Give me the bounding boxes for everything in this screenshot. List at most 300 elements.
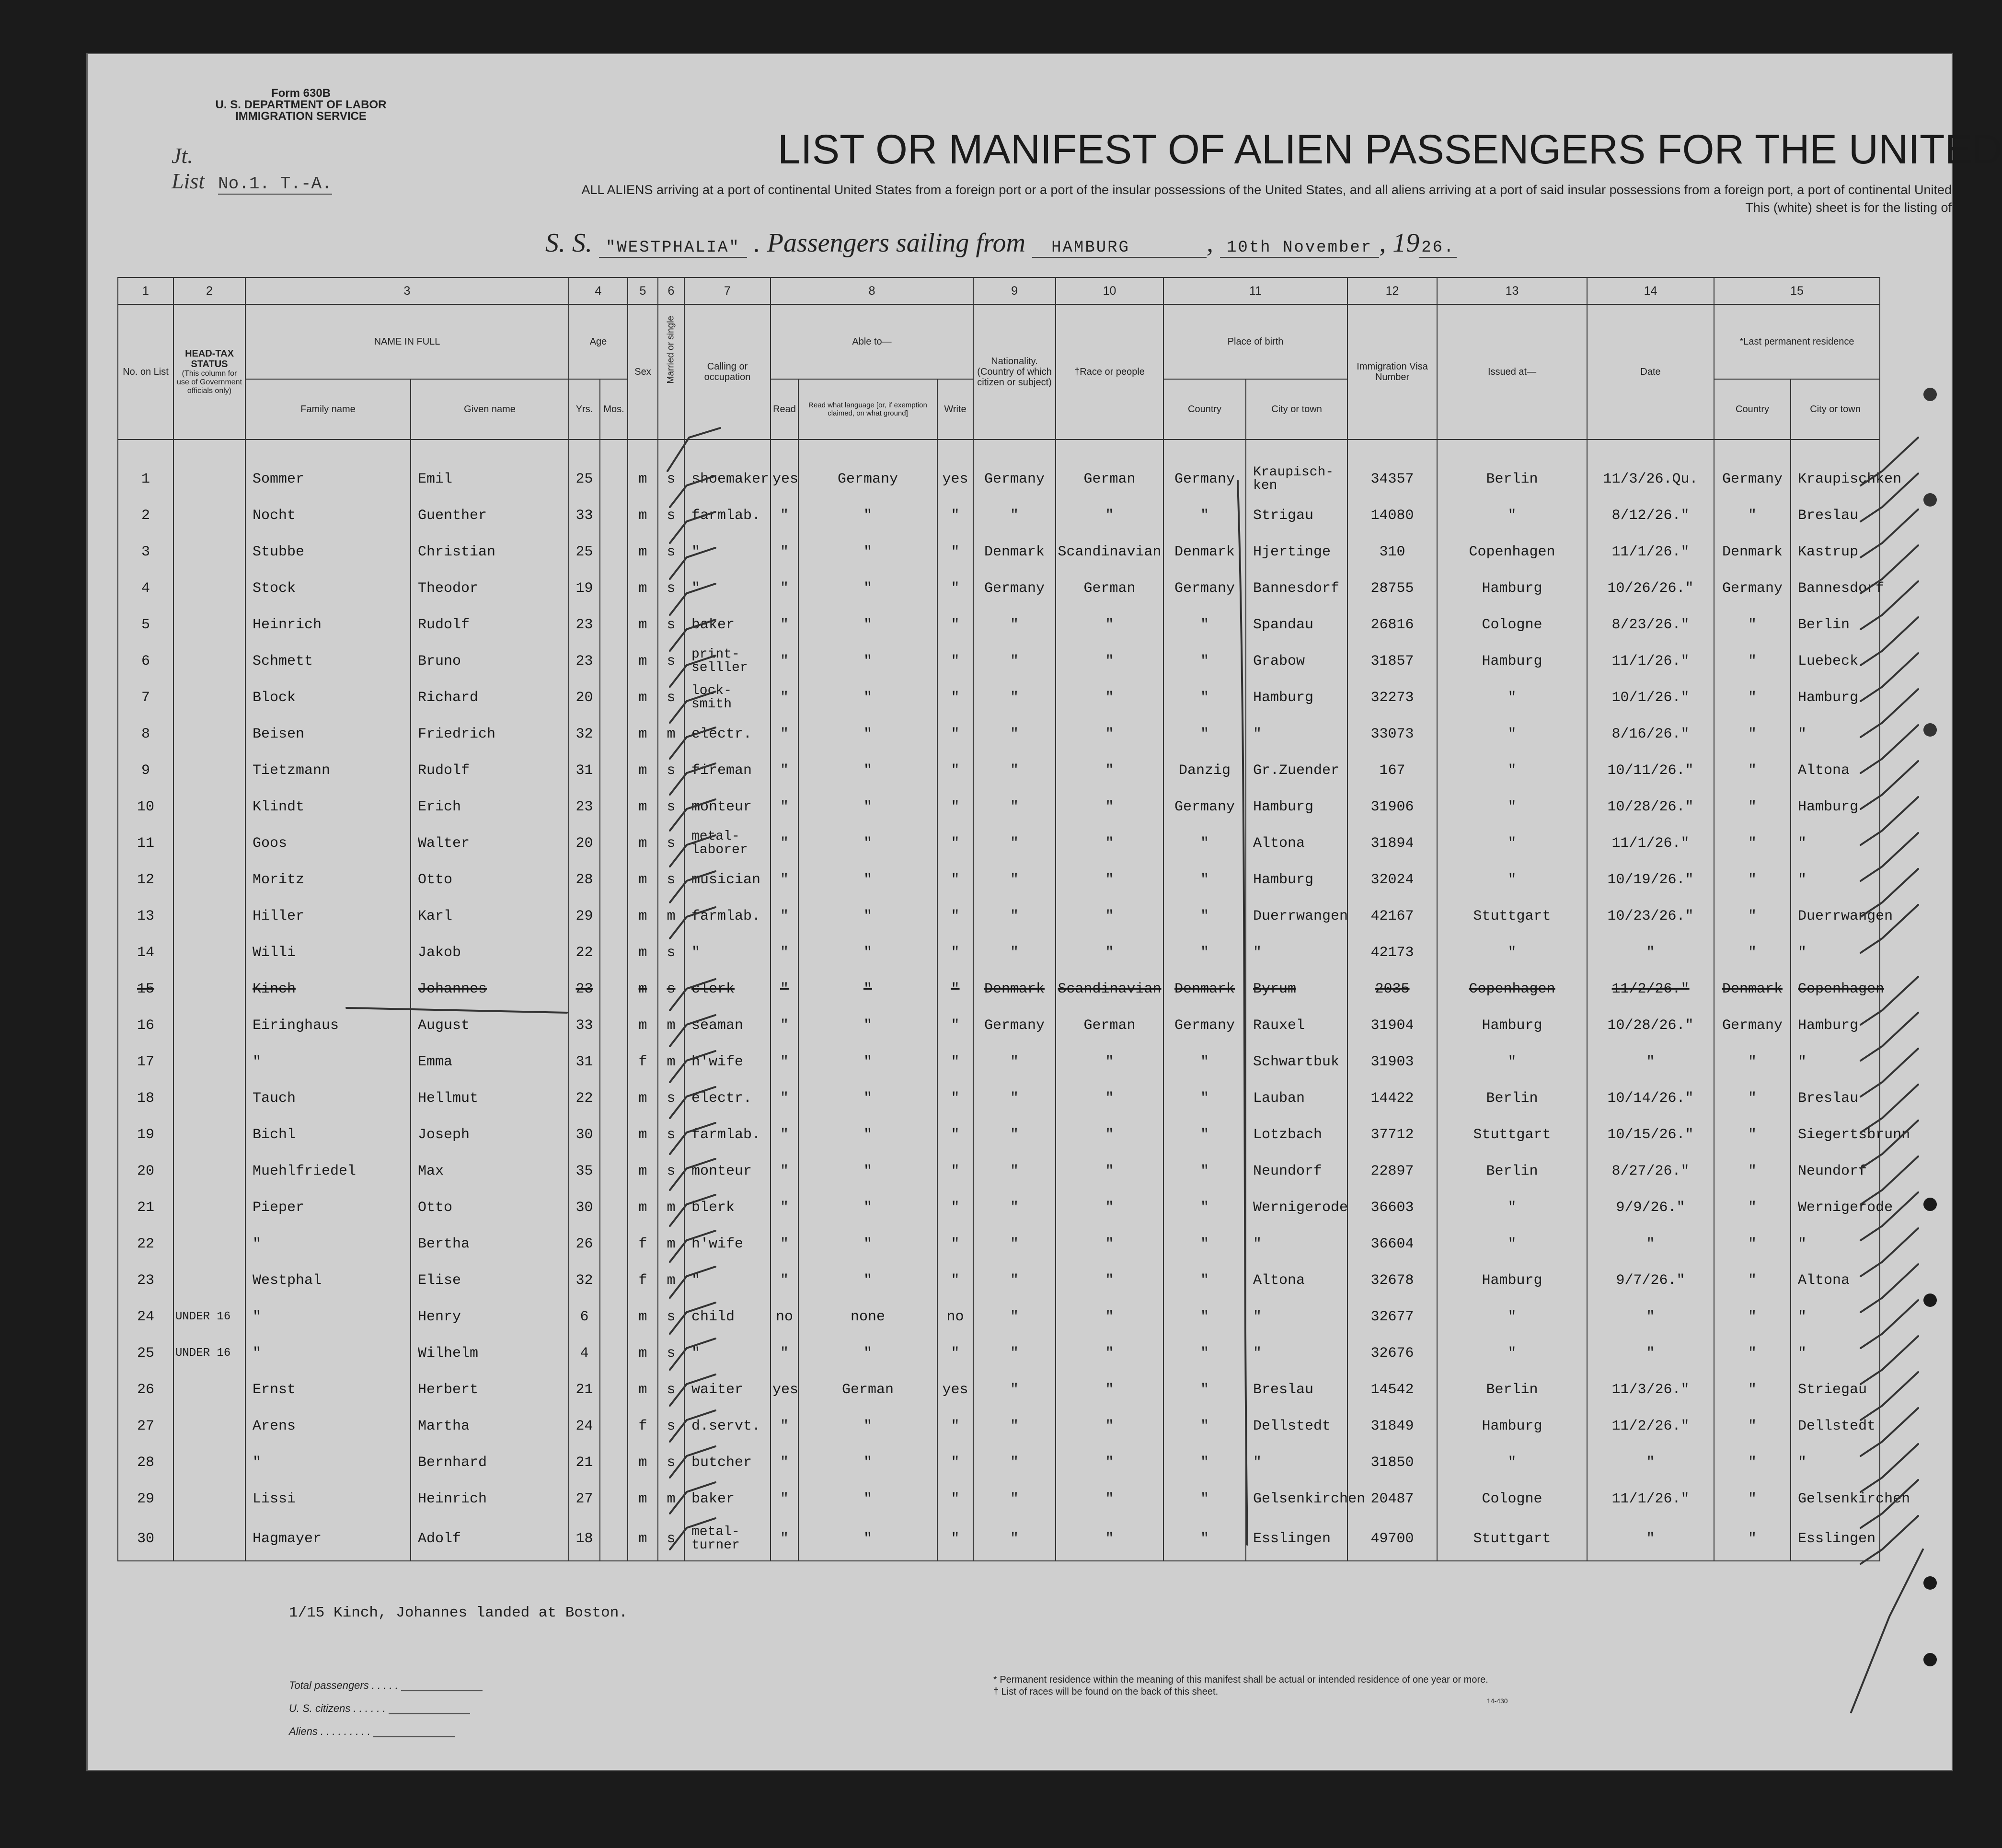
table-row bbox=[118, 497, 1880, 534]
sex: m bbox=[628, 1153, 658, 1190]
issue-date: 11/2/26." bbox=[1587, 971, 1714, 1007]
residence-city: " bbox=[1791, 1335, 1880, 1372]
column-number: 14 bbox=[1587, 277, 1714, 304]
age-years: 20 bbox=[569, 825, 600, 862]
birth-country: " bbox=[1163, 1335, 1246, 1372]
visa-number: 37712 bbox=[1347, 1117, 1437, 1153]
nationality: " bbox=[973, 935, 1056, 971]
birth-country: " bbox=[1163, 1044, 1246, 1080]
sex: f bbox=[628, 1408, 658, 1444]
residence-country: " bbox=[1714, 752, 1791, 789]
issued-at: Stuttgart bbox=[1437, 1517, 1587, 1561]
table-row bbox=[118, 607, 1880, 643]
visa-number: 36603 bbox=[1347, 1190, 1437, 1226]
head-tax-status bbox=[173, 862, 245, 898]
race: " bbox=[1056, 1299, 1163, 1335]
read-language: " bbox=[798, 1408, 937, 1444]
residence-country: " bbox=[1714, 1080, 1791, 1117]
header-head-tax bbox=[173, 304, 245, 439]
occupation: waiter bbox=[684, 1372, 771, 1408]
row-number: 7 bbox=[118, 680, 173, 716]
ss-label: S. S. bbox=[545, 228, 592, 258]
family-name: Westphal bbox=[245, 1262, 411, 1299]
marital-status: s bbox=[658, 1299, 684, 1335]
marital-status: s bbox=[658, 789, 684, 825]
residence-city: Kastrup bbox=[1791, 534, 1880, 570]
residence-country: " bbox=[1714, 825, 1791, 862]
marital-status: m bbox=[658, 716, 684, 752]
can-write: " bbox=[937, 607, 973, 643]
race: " bbox=[1056, 1262, 1163, 1299]
residence-city: Breslau bbox=[1791, 1080, 1880, 1117]
can-write: " bbox=[937, 898, 973, 935]
race: " bbox=[1056, 607, 1163, 643]
read-language: " bbox=[798, 935, 937, 971]
nationality: Germany bbox=[973, 570, 1056, 607]
header-residence-city: City or town bbox=[1791, 379, 1880, 439]
residence-city: Siegertsbrunn bbox=[1791, 1117, 1880, 1153]
age-months bbox=[600, 643, 628, 680]
occupation: electr. bbox=[684, 716, 771, 752]
marital-status: s bbox=[658, 825, 684, 862]
read-language: " bbox=[798, 971, 937, 1007]
marital-status: s bbox=[658, 1117, 684, 1153]
given-name: Otto bbox=[411, 862, 569, 898]
issue-date: 10/11/26." bbox=[1587, 752, 1714, 789]
can-write: " bbox=[937, 680, 973, 716]
visa-number: 42173 bbox=[1347, 935, 1437, 971]
age-years: 31 bbox=[569, 1044, 600, 1080]
list-label: List bbox=[172, 169, 205, 193]
issued-at: Hamburg bbox=[1437, 1007, 1587, 1044]
nationality: Denmark bbox=[973, 534, 1056, 570]
nationality: " bbox=[973, 1117, 1056, 1153]
age-years: 23 bbox=[569, 607, 600, 643]
read-language: " bbox=[798, 1444, 937, 1481]
age-months bbox=[600, 1044, 628, 1080]
marital-status: s bbox=[658, 752, 684, 789]
residence-city: Gelsenkirchen bbox=[1791, 1481, 1880, 1517]
given-name: Guenther bbox=[411, 497, 569, 534]
age-years: 33 bbox=[569, 497, 600, 534]
column-number-row bbox=[118, 277, 1880, 304]
header-able-to: Able to— bbox=[771, 304, 973, 379]
issued-at: Cologne bbox=[1437, 607, 1587, 643]
birth-city: " bbox=[1246, 1335, 1347, 1372]
read-language: " bbox=[798, 1517, 937, 1561]
occupation: " bbox=[684, 534, 771, 570]
head-tax-note: (This column for use of Government officials only) bbox=[176, 370, 242, 395]
age-years: 23 bbox=[569, 971, 600, 1007]
sex: m bbox=[628, 570, 658, 607]
head-tax-status bbox=[173, 752, 245, 789]
head-tax-status bbox=[173, 534, 245, 570]
row-number: 1 bbox=[118, 461, 173, 497]
service-name: IMMIGRATION SERVICE bbox=[235, 110, 367, 123]
nationality: " bbox=[973, 1153, 1056, 1190]
given-name: Walter bbox=[411, 825, 569, 862]
occupation: " bbox=[684, 935, 771, 971]
read-language: German bbox=[798, 1372, 937, 1408]
race: " bbox=[1056, 716, 1163, 752]
sex: m bbox=[628, 971, 658, 1007]
race: " bbox=[1056, 789, 1163, 825]
marital-status: s bbox=[658, 1080, 684, 1117]
race: " bbox=[1056, 497, 1163, 534]
birth-country: " bbox=[1163, 643, 1246, 680]
birth-country: Germany bbox=[1163, 1007, 1246, 1044]
can-read: " bbox=[771, 1226, 798, 1262]
residence-country: Germany bbox=[1714, 461, 1791, 497]
table-row bbox=[118, 1153, 1880, 1190]
issue-date: 10/28/26." bbox=[1587, 1007, 1714, 1044]
column-number: 6 bbox=[658, 277, 684, 304]
nationality: " bbox=[973, 1226, 1056, 1262]
given-name: Friedrich bbox=[411, 716, 569, 752]
column-number: 11 bbox=[1163, 277, 1347, 304]
birth-city: Grabow bbox=[1246, 643, 1347, 680]
residence-country: " bbox=[1714, 1226, 1791, 1262]
department-name: U. S. DEPARTMENT OF LABOR bbox=[215, 98, 387, 111]
birth-city: Altona bbox=[1246, 1262, 1347, 1299]
residence-country: " bbox=[1714, 1372, 1791, 1408]
marital-status: s bbox=[658, 1153, 684, 1190]
issued-at: " bbox=[1437, 497, 1587, 534]
family-name: Stubbe bbox=[245, 534, 411, 570]
age-years: 27 bbox=[569, 1481, 600, 1517]
sex: m bbox=[628, 716, 658, 752]
manifest-table bbox=[117, 277, 1910, 1561]
birth-city: Wernigerode bbox=[1246, 1190, 1347, 1226]
residence-country: " bbox=[1714, 862, 1791, 898]
visa-number: 26816 bbox=[1347, 607, 1437, 643]
header-last-residence: *Last permanent residence bbox=[1714, 304, 1880, 379]
married-label: Married or single bbox=[666, 316, 676, 384]
residence-country: " bbox=[1714, 497, 1791, 534]
subtitle-line-2: This (white) sheet is for the listing of bbox=[1745, 200, 1952, 215]
marital-status: s bbox=[658, 680, 684, 716]
issued-at: " bbox=[1437, 752, 1587, 789]
head-tax-status bbox=[173, 1262, 245, 1299]
age-years: 26 bbox=[569, 1226, 600, 1262]
occupation: metal-turner bbox=[684, 1517, 771, 1561]
can-read: " bbox=[771, 570, 798, 607]
race: German bbox=[1056, 461, 1163, 497]
birth-country: " bbox=[1163, 898, 1246, 935]
can-read: " bbox=[771, 607, 798, 643]
read-language: " bbox=[798, 1044, 937, 1080]
age-years: 21 bbox=[569, 1444, 600, 1481]
residence-city: " bbox=[1791, 1226, 1880, 1262]
head-tax-status bbox=[173, 1372, 245, 1408]
family-name: Muehlfriedel bbox=[245, 1153, 411, 1190]
residence-country: " bbox=[1714, 716, 1791, 752]
can-write: " bbox=[937, 1190, 973, 1226]
sex: m bbox=[628, 1481, 658, 1517]
residence-city: Duerrwangen bbox=[1791, 898, 1880, 935]
table-row bbox=[118, 971, 1880, 1007]
marital-status: s bbox=[658, 971, 684, 1007]
read-language: " bbox=[798, 898, 937, 935]
header-given-name: Given name bbox=[411, 379, 569, 439]
family-name: Hiller bbox=[245, 898, 411, 935]
birth-city: Breslau bbox=[1246, 1372, 1347, 1408]
visa-number: 32273 bbox=[1347, 680, 1437, 716]
marital-status: s bbox=[658, 1408, 684, 1444]
occupation: " bbox=[684, 1262, 771, 1299]
given-name: Christian bbox=[411, 534, 569, 570]
marital-status: s bbox=[658, 862, 684, 898]
age-months bbox=[600, 570, 628, 607]
visa-number: 31903 bbox=[1347, 1044, 1437, 1080]
given-name: Hellmut bbox=[411, 1080, 569, 1117]
race: Scandinavian bbox=[1056, 534, 1163, 570]
head-tax-status bbox=[173, 1517, 245, 1561]
residence-city: Altona bbox=[1791, 752, 1880, 789]
birth-city: Lotzbach bbox=[1246, 1117, 1347, 1153]
race: " bbox=[1056, 1481, 1163, 1517]
read-language: " bbox=[798, 497, 937, 534]
age-years: 29 bbox=[569, 898, 600, 935]
age-months bbox=[600, 1190, 628, 1226]
residence-country: Germany bbox=[1714, 1007, 1791, 1044]
head-tax-status bbox=[173, 789, 245, 825]
races-note: † List of races will be found on the back of this sheet. bbox=[993, 1686, 1219, 1697]
sex: f bbox=[628, 1262, 658, 1299]
given-name: Emil bbox=[411, 461, 569, 497]
birth-country: " bbox=[1163, 680, 1246, 716]
age-months bbox=[600, 825, 628, 862]
family-name: Tietzmann bbox=[245, 752, 411, 789]
residence-country: " bbox=[1714, 607, 1791, 643]
nationality: " bbox=[973, 643, 1056, 680]
page-title: LIST OR MANIFEST OF ALIEN PASSENGERS FOR THE UNITED bbox=[778, 127, 2002, 173]
family-name: Stock bbox=[245, 570, 411, 607]
table-row bbox=[118, 643, 1880, 680]
age-months bbox=[600, 1226, 628, 1262]
birth-city: Schwartbuk bbox=[1246, 1044, 1347, 1080]
age-years: 31 bbox=[569, 752, 600, 789]
read-language: " bbox=[798, 789, 937, 825]
age-months bbox=[600, 1517, 628, 1561]
residence-city: Altona bbox=[1791, 1262, 1880, 1299]
issue-date: " bbox=[1587, 1444, 1714, 1481]
issue-date: 10/19/26." bbox=[1587, 862, 1714, 898]
birth-country: Denmark bbox=[1163, 971, 1246, 1007]
race: " bbox=[1056, 1408, 1163, 1444]
head-tax-status bbox=[173, 935, 245, 971]
visa-number: 22897 bbox=[1347, 1153, 1437, 1190]
row-number: 26 bbox=[118, 1372, 173, 1408]
binding-hole bbox=[1923, 493, 1937, 507]
issue-date: 8/12/26." bbox=[1587, 497, 1714, 534]
birth-city: Gr.Zuender bbox=[1246, 752, 1347, 789]
nationality: " bbox=[973, 680, 1056, 716]
race: " bbox=[1056, 1080, 1163, 1117]
row-number: 3 bbox=[118, 534, 173, 570]
occupation: " bbox=[684, 1335, 771, 1372]
read-language: " bbox=[798, 570, 937, 607]
residence-city: Striegau bbox=[1791, 1372, 1880, 1408]
family-name: " bbox=[245, 1335, 411, 1372]
header-residence-country: Country bbox=[1714, 379, 1791, 439]
birth-city: Bannesdorf bbox=[1246, 570, 1347, 607]
sex: m bbox=[628, 1117, 658, 1153]
family-name: Arens bbox=[245, 1408, 411, 1444]
can-write: " bbox=[937, 1481, 973, 1517]
visa-number: 36604 bbox=[1347, 1226, 1437, 1262]
residence-country: " bbox=[1714, 1299, 1791, 1335]
can-write: " bbox=[937, 1335, 973, 1372]
table-row bbox=[118, 461, 1880, 497]
marital-status: m bbox=[658, 1481, 684, 1517]
column-number: 1 bbox=[118, 277, 173, 304]
birth-country: " bbox=[1163, 1299, 1246, 1335]
issued-at: Copenhagen bbox=[1437, 971, 1587, 1007]
table-row bbox=[118, 752, 1880, 789]
sex: m bbox=[628, 497, 658, 534]
head-tax-status bbox=[173, 1190, 245, 1226]
birth-city: Altona bbox=[1246, 825, 1347, 862]
given-name: Erich bbox=[411, 789, 569, 825]
can-read: " bbox=[771, 1007, 798, 1044]
binding-hole bbox=[1923, 1576, 1937, 1590]
issued-at: " bbox=[1437, 935, 1587, 971]
row-number: 2 bbox=[118, 497, 173, 534]
occupation: " bbox=[684, 570, 771, 607]
nationality: " bbox=[973, 1262, 1056, 1299]
header-sex: Sex bbox=[628, 304, 658, 439]
age-years: 4 bbox=[569, 1335, 600, 1372]
table-row bbox=[118, 1080, 1880, 1117]
nationality: " bbox=[973, 1408, 1056, 1444]
family-name: Hagmayer bbox=[245, 1517, 411, 1561]
age-months bbox=[600, 1080, 628, 1117]
sailing-line: S. S. "WESTPHALIA" . Passengers sailing from HAMBURG , 10th November , 19 26. bbox=[545, 228, 1457, 258]
head-tax-status bbox=[173, 1117, 245, 1153]
header-married bbox=[658, 304, 684, 439]
residence-city: " bbox=[1791, 716, 1880, 752]
head-tax-status: UNDER 16 bbox=[173, 1335, 245, 1372]
sex: m bbox=[628, 1444, 658, 1481]
issued-at: " bbox=[1437, 680, 1587, 716]
given-name: Elise bbox=[411, 1262, 569, 1299]
issue-date: 10/23/26." bbox=[1587, 898, 1714, 935]
family-name: Schmett bbox=[245, 643, 411, 680]
residence-country: " bbox=[1714, 789, 1791, 825]
visa-number: 31849 bbox=[1347, 1408, 1437, 1444]
residence-country: " bbox=[1714, 1190, 1791, 1226]
birth-city: Byrum bbox=[1246, 971, 1347, 1007]
occupation: lock-smith bbox=[684, 680, 771, 716]
issued-at: " bbox=[1437, 789, 1587, 825]
head-tax-status bbox=[173, 1444, 245, 1481]
column-number: 13 bbox=[1437, 277, 1587, 304]
can-write: " bbox=[937, 825, 973, 862]
race: " bbox=[1056, 1335, 1163, 1372]
subtitle bbox=[442, 181, 1952, 217]
family-name: Goos bbox=[245, 825, 411, 862]
visa-number: 42167 bbox=[1347, 898, 1437, 935]
binding-hole bbox=[1923, 723, 1937, 737]
birth-country: " bbox=[1163, 1262, 1246, 1299]
occupation: baker bbox=[684, 607, 771, 643]
head-tax-status bbox=[173, 497, 245, 534]
issue-date: 11/1/26." bbox=[1587, 534, 1714, 570]
residence-city: " bbox=[1791, 1044, 1880, 1080]
can-read: " bbox=[771, 534, 798, 570]
marital-status: s bbox=[658, 643, 684, 680]
sex: m bbox=[628, 825, 658, 862]
birth-city: Hamburg bbox=[1246, 789, 1347, 825]
age-years: 28 bbox=[569, 862, 600, 898]
read-language: " bbox=[798, 752, 937, 789]
form-code: 14-430 bbox=[1487, 1697, 1508, 1705]
issue-date: " bbox=[1587, 1226, 1714, 1262]
can-read: " bbox=[771, 1080, 798, 1117]
marital-status: m bbox=[658, 1044, 684, 1080]
visa-number: 34357 bbox=[1347, 461, 1437, 497]
sailing-from-label: Passengers sailing from bbox=[767, 228, 1026, 258]
marital-status: s bbox=[658, 570, 684, 607]
can-write: " bbox=[937, 570, 973, 607]
can-write: " bbox=[937, 716, 973, 752]
row-number: 28 bbox=[118, 1444, 173, 1481]
total-passengers-label: Total passengers bbox=[289, 1679, 369, 1691]
nationality: " bbox=[973, 1444, 1056, 1481]
family-name: Nocht bbox=[245, 497, 411, 534]
table-row bbox=[118, 680, 1880, 716]
header-age: Age bbox=[569, 304, 628, 379]
can-write: " bbox=[937, 971, 973, 1007]
row-number: 15 bbox=[118, 971, 173, 1007]
header-no-on-list: No. on List bbox=[118, 304, 173, 439]
race: German bbox=[1056, 570, 1163, 607]
table-row bbox=[118, 1408, 1880, 1444]
age-months bbox=[600, 680, 628, 716]
visa-number: 49700 bbox=[1347, 1517, 1437, 1561]
header-family-name: Family name bbox=[245, 379, 411, 439]
column-number: 9 bbox=[973, 277, 1056, 304]
visa-number: 31904 bbox=[1347, 1007, 1437, 1044]
header-read: Read bbox=[771, 379, 798, 439]
race: " bbox=[1056, 1153, 1163, 1190]
issue-date: " bbox=[1587, 1044, 1714, 1080]
issue-date: 11/2/26." bbox=[1587, 1408, 1714, 1444]
sex: m bbox=[628, 935, 658, 971]
age-years: 24 bbox=[569, 1408, 600, 1444]
birth-country: " bbox=[1163, 1226, 1246, 1262]
binding-hole bbox=[1923, 1198, 1937, 1211]
sex: m bbox=[628, 898, 658, 935]
can-read: " bbox=[771, 497, 798, 534]
head-tax-status bbox=[173, 1044, 245, 1080]
birth-city: " bbox=[1246, 1299, 1347, 1335]
residence-country: " bbox=[1714, 1517, 1791, 1561]
row-number: 10 bbox=[118, 789, 173, 825]
nationality: Germany bbox=[973, 1007, 1056, 1044]
nationality: " bbox=[973, 862, 1056, 898]
birth-city: Hamburg bbox=[1246, 862, 1347, 898]
occupation: farmlab. bbox=[684, 497, 771, 534]
residence-city: Wernigerode bbox=[1791, 1190, 1880, 1226]
birth-country: " bbox=[1163, 1080, 1246, 1117]
age-years: 33 bbox=[569, 1007, 600, 1044]
family-name: Beisen bbox=[245, 716, 411, 752]
race: Scandinavian bbox=[1056, 971, 1163, 1007]
age-years: 23 bbox=[569, 789, 600, 825]
issue-date: 9/7/26." bbox=[1587, 1262, 1714, 1299]
